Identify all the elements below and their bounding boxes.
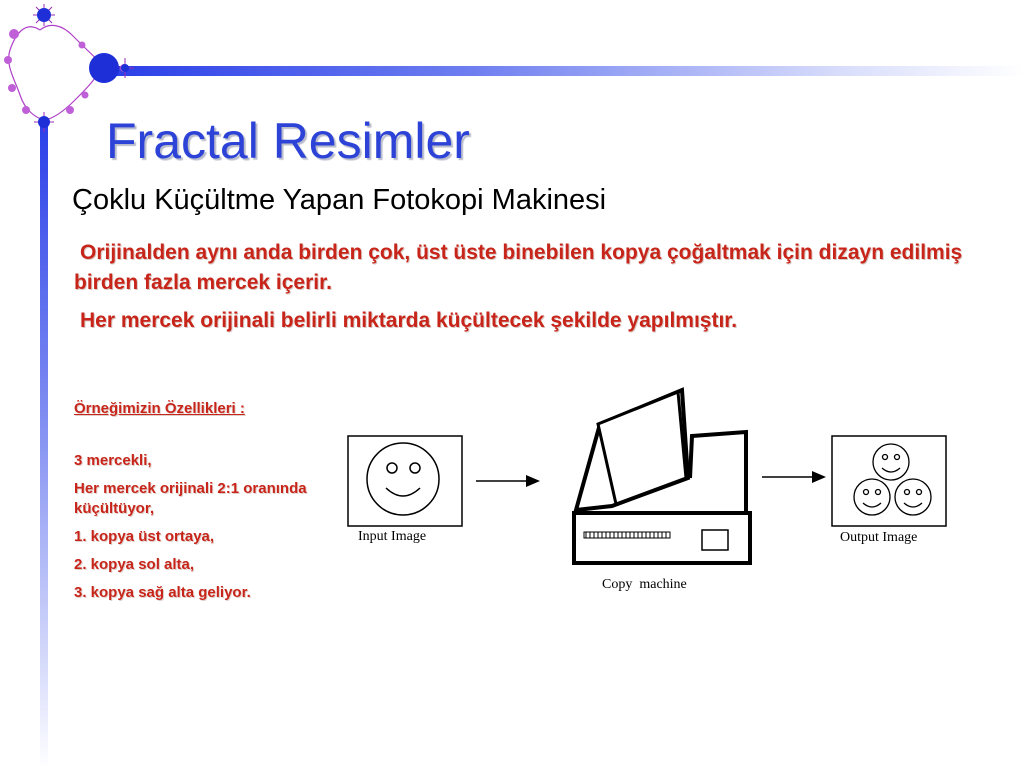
top-accent-bar (110, 66, 1024, 76)
feature-item: 1. kopya üst ortaya, (74, 528, 215, 545)
output-image-label: Output Image (840, 530, 918, 545)
features-list (74, 400, 324, 611)
copy-machine-label: Copy machine (602, 577, 687, 592)
features-heading: Örneğimizin Özellikleri : (74, 400, 245, 417)
feature-item: 3. kopya sağ alta geliyor. (74, 584, 251, 601)
input-image-label: Input Image (358, 529, 427, 544)
copy-machine-diagram (340, 380, 960, 600)
input-image-frame (348, 436, 462, 526)
bullet-point (74, 238, 984, 298)
feature-item: 2. kopya sol alta, (74, 556, 195, 573)
bullet-point (74, 306, 984, 336)
left-accent-bar (40, 120, 48, 768)
feature-item: Her mercek orijinali 2:1 oranında küçültüyor, (74, 480, 307, 517)
output-image-frame (832, 436, 946, 526)
slide-title: Fractal Resimler (106, 113, 470, 169)
slide-subtitle: Çoklu Küçültme Yapan Fotokopi Makinesi (72, 184, 607, 216)
feature-item: 3 mercekli, (74, 452, 152, 469)
right-arrow-icon (762, 471, 826, 483)
right-arrow-icon (476, 475, 540, 487)
bullet-text: Her mercek orijinali belirli miktarda küçültecek şekilde yapılmıştır. (80, 309, 738, 332)
bullet-text: Orijinalden aynı anda birden çok, üst üste binebilen kopya çoğaltmak için dizayn edilmiş birden fazla mercek içerir. (74, 241, 963, 294)
